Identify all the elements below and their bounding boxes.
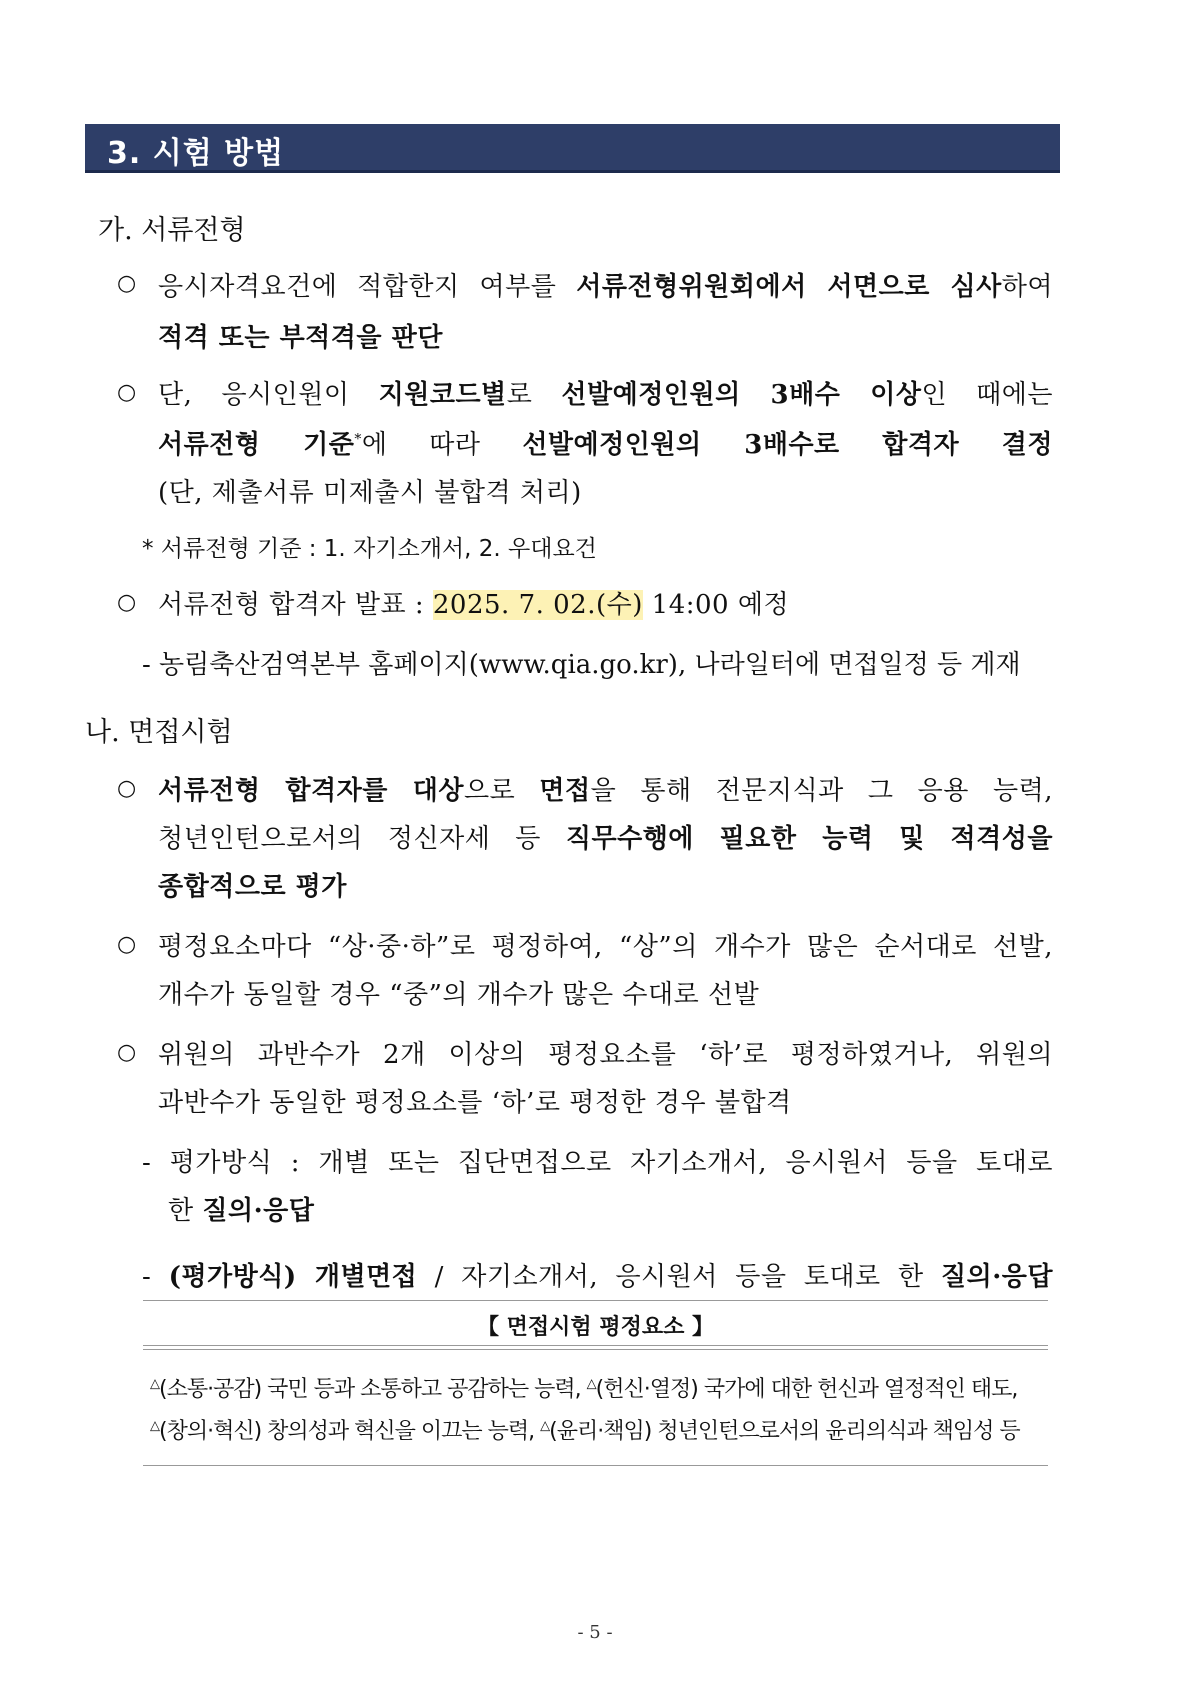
box-bottom-rule [143,1465,1048,1466]
box-line2: △(창의·혁신) 창의성과 혁신을 이끄는 능력, △(윤리·책임) 청년인턴으로서의 윤리의식과 책임성 등 [150,1418,1020,1444]
triangle-icon: △ [150,1418,159,1434]
bullet-icon: ○ [117,590,137,615]
paragraph-b1-line3: 종합적으로 평가 [158,872,347,902]
box-top-rule [143,1300,1048,1301]
bullet-icon: ○ [117,271,137,296]
paragraph-b3-line1: 위원의 과반수가 2개 이상의 평정요소를 ‘하’로 평정하였거나, 위원의 [158,1040,1053,1070]
paragraph-a1-line2: 적격 또는 부적격을 판단 [158,323,443,353]
triangle-icon: △ [150,1376,159,1392]
triangle-icon: △ [586,1376,596,1392]
bullet-icon: ○ [117,776,137,801]
announcement-detail: - 농림축산검역본부 홈페이지(www.qia.go.kr), 나라일터에 면접일정 등 게재 [142,650,1021,680]
page-number: - 5 - [577,1622,613,1643]
section-title: 3. 시험 방법 [107,136,285,171]
paragraph-a1-line1: 응시자격요건에 적합한지 여부를 서류전형위원회에서 서면으로 심사하여 [158,272,1053,302]
bullet-icon: ○ [117,1040,137,1065]
paragraph-b2-line1: 평정요소마다 “상·중·하”로 평정하여, “상”의 개수가 많은 순서대로 선발, [158,932,1053,962]
method-line2: 한 질의·응답 [168,1196,315,1226]
subsection-heading-a: 가. 서류전형 [98,215,246,246]
subsection-heading-b: 나. 면접시험 [85,717,233,748]
section-header [85,124,1060,173]
box-line1: △(소통·공감) 국민 등과 소통하고 공감하는 능력, △(헌신·열정) 국가에 대한 헌신과 열정적인 태도, [150,1376,1018,1402]
box-title: 【 면접시험 평정요소 】 [477,1315,714,1340]
paragraph-a2-line1: 단, 응시인원이 지원코드별로 선발예정인원의 3배수 이상인 때에는 [158,380,1053,410]
announcement-date: 2025. 7. 02.(수) [432,590,643,620]
paragraph-b1-line2: 청년인턴으로서의 정신자세 등 직무수행에 필요한 능력 및 적격성을 [158,824,1053,854]
announcement-line: 서류전형 합격자 발표 : 2025. 7. 02.(수) 14:00 예정 [158,590,790,620]
bullet-icon: ○ [117,380,137,405]
paragraph-b2-line2: 개수가 동일할 경우 “중”의 개수가 많은 수대로 선발 [158,980,760,1010]
paragraph-a2-line2: 서류전형 기준*에 따라 선발예정인원의 3배수로 합격자 결정 [158,430,1053,460]
method-line1: - 평가방식 : 개별 또는 집단면접으로 자기소개서, 응시원서 등을 토대로 [142,1148,1053,1178]
bullet-icon: ○ [117,932,137,957]
paragraph-b3-line2: 과반수가 동일한 평정요소를 ‘하’로 평정한 경우 불합격 [158,1088,792,1118]
criteria-note: * 서류전형 기준 : 1. 자기소개서, 2. 우대요건 [142,536,597,562]
paragraph-a2-line3: (단, 제출서류 미제출시 불합격 처리) [158,478,582,508]
box-title-rule [143,1345,1048,1350]
triangle-icon: △ [540,1418,550,1434]
method-summary: - (평가방식) 개별면접 / 자기소개서, 응시원서 등을 토대로 한 질의·응답 [142,1262,1053,1292]
paragraph-b1-line1: 서류전형 합격자를 대상으로 면접을 통해 전문지식과 그 응용 능력, [158,776,1053,806]
